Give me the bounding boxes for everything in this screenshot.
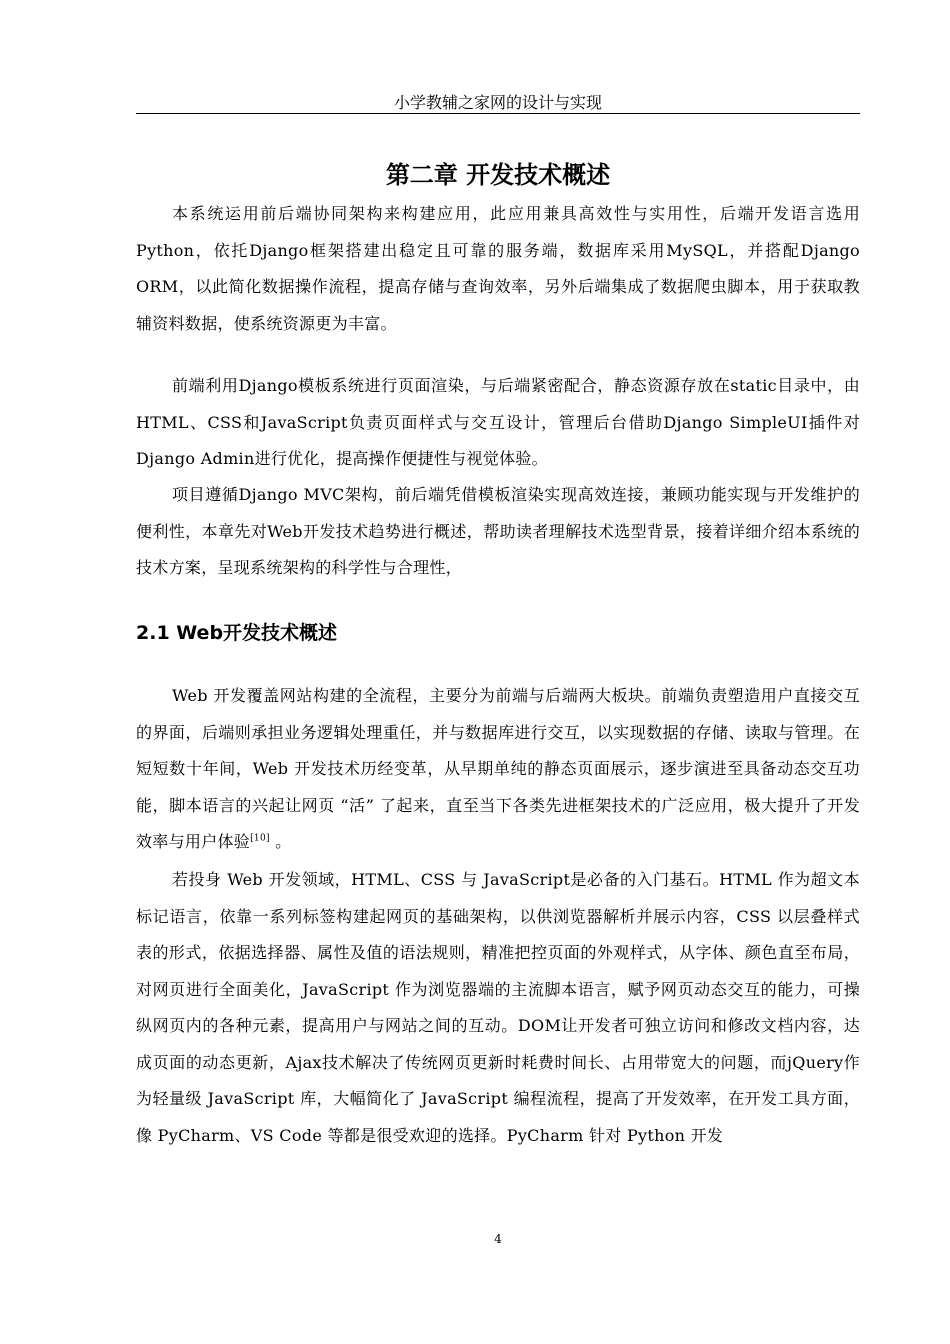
header-rule bbox=[136, 113, 860, 114]
section-paragraph-1 bbox=[136, 678, 860, 861]
citation-ref: [10] bbox=[250, 833, 270, 844]
intro-paragraph-2: 前端利用Django模板系统进行页面渲染，与后端紧密配合，静态资源存放在static目录中，由HTML、CSS和JavaScript负责页面样式与交互设计，管理后台借助Django SimpleUI插件对Django Admin进行优化，提高操作便捷性与视觉体验。 bbox=[136, 376, 860, 468]
chapter-title: 第二章 开发技术概述 bbox=[385, 161, 611, 189]
section-paragraph-1-text: Web 开发覆盖网站构建的全流程，主要分为前端与后端两大板块。前端负责塑造用户直接交互的界面，后端则承担业务逻辑处理重任，并与数据库进行交互，以实现数据的存储、读取与管理。在短短数十年间，Web 开发技术历经变革，从早期单纯的静态页面展示，逐步演进至具备动态交互功能，脚本语言的兴起让网页 “活” 了起来，直至当下各类先进框架技术的广泛应用，极大提升了开发效率与用户体验 bbox=[136, 686, 860, 851]
intro-paragraph-1: 本系统运用前后端协同架构来构建应用，此应用兼具高效性与实用性，后端开发语言选用Python，依托Django框架搭建出稳定且可靠的服务端，数据库采用MySQL，并搭配Django ORM，以此简化数据操作流程，提高存储与查询效率，另外后端集成了数据爬虫脚本，用于获取教辅资料数据，使系统资源更为丰富。 bbox=[136, 204, 860, 333]
intro-paragraph-3: 项目遵循Django MVC架构，前后端凭借模板渲染实现高效连接，兼顾功能实现与开发维护的便利性，本章先对Web开发技术趋势进行概述，帮助读者理解技术选型背景，接着详细介绍本系统的技术方案，呈现系统架构的科学性与合理性， bbox=[136, 485, 860, 577]
running-header: 小学教辅之家网的设计与实现 bbox=[393, 93, 602, 112]
section-title-2-1: 2.1 Web开发技术概述 bbox=[136, 622, 338, 644]
page-number: 4 bbox=[494, 1232, 502, 1246]
section-paragraph-1-tail: 。 bbox=[269, 832, 292, 851]
section-paragraph-2: 若投身 Web 开发领域，HTML、CSS 与 JavaScript是必备的入门基石。HTML 作为超文本标记语言，依靠一系列标签构建起网页的基础架构，以供浏览器解析并展示内容，CSS 以层叠样式表的形式，依据选择器、属性及值的语法规则，精准把控页面的外观样式，从字体、颜色直至布局，对网页进行全面美化，JavaScript 作为浏览器端的主流脚本语言，赋予网页动态交互的能力，可操纵网页内的各种元素，提高用户与网站之间的互动。DOM让开发者可独立访问和修改文档内容，达成页面的动态更新，Ajax技术解决了传统网页更新时耗费时间长、占用带宽大的问题，而jQuery作为轻量级 JavaScript 库，大幅简化了 JavaScript 编程流程，提高了开发效率，在开发工具方面，像 PyCharm、VS Code 等都是很受欢迎的选择。PyCharm 针对 Python 开发 bbox=[136, 870, 860, 1145]
